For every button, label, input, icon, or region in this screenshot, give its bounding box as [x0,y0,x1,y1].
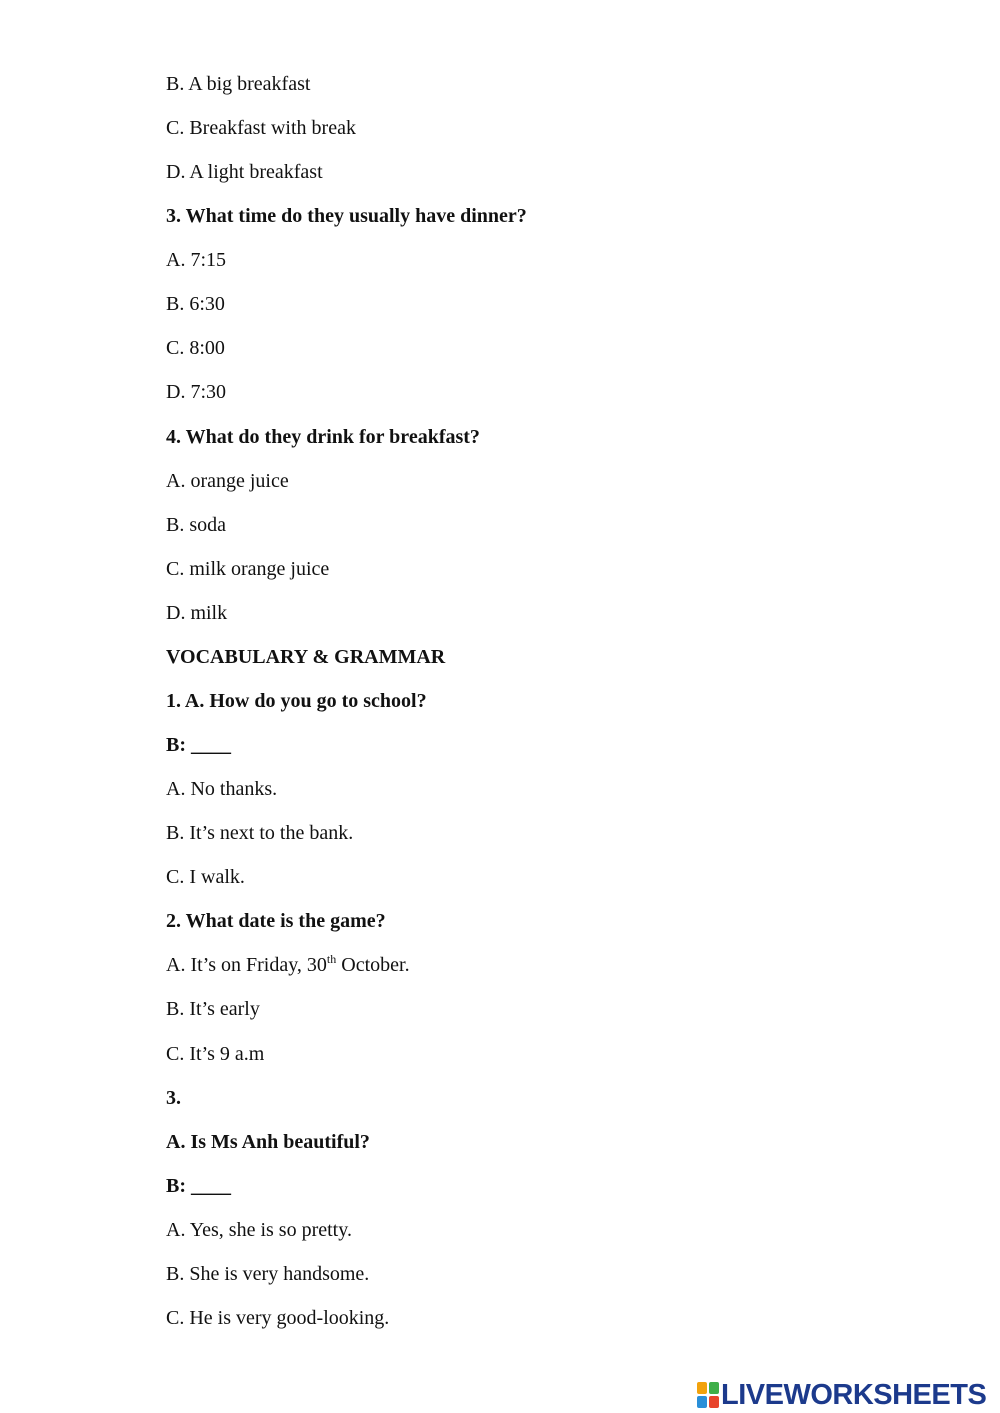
worksheet-line [166,733,231,757]
line-text: VOCABULARY & GRAMMAR [166,646,446,668]
worksheet-line [166,72,310,96]
line-text: A. Yes, she is so pretty. [166,1219,352,1241]
worksheet-line [166,557,329,581]
worksheet-line [166,1130,370,1154]
line-text: B: ____ [166,734,231,756]
worksheet-line [166,1306,389,1330]
worksheet-line [166,689,427,713]
line-text: C. Breakfast with break [166,117,356,139]
line-text: D. milk [166,602,228,624]
worksheet-line [166,1262,369,1286]
line-text: B. It’s early [166,998,260,1020]
line-text: 3. [166,1087,181,1109]
superscript: th [326,952,337,966]
line-text: 1. A. How do you go to school? [166,690,427,712]
line-text: 2. What date is the game? [166,910,386,932]
worksheet-line [166,1218,352,1242]
worksheet-line [166,865,245,889]
line-text-after: October. [336,954,410,976]
line-text: B. 6:30 [166,293,225,315]
line-text: C. He is very good-looking. [166,1307,390,1329]
line-text: A. Is Ms Anh beautiful? [166,1131,370,1153]
worksheet-line [166,909,386,933]
line-text: 4. What do they drink for breakfast? [166,426,480,448]
line-text: B. It’s next to the bank. [166,822,354,844]
worksheet-line [166,1086,181,1110]
logo-square-3 [697,1396,707,1408]
worksheet-line [166,380,226,404]
worksheet-line [166,248,226,272]
worksheet-line [166,821,353,845]
worksheet-line [166,204,527,228]
logo-square-4 [709,1396,719,1408]
line-text: A. orange juice [166,470,289,492]
line-text: C. milk orange juice [166,558,330,580]
line-text: A. It’s on Friday, 30 [166,954,327,976]
liveworksheets-logo [697,1378,986,1412]
line-text: B. A big breakfast [166,73,311,95]
worksheet-line [166,645,445,669]
worksheet-line [166,116,356,140]
worksheet-line [166,160,323,184]
line-text: A. 7:15 [166,249,226,271]
worksheet-line [166,336,225,360]
worksheet-line [166,953,410,977]
line-text: A. No thanks. [166,778,278,800]
line-text: B. She is very handsome. [166,1263,370,1285]
worksheet-line [166,513,226,537]
logo-text: LIVEWORKSHEETS [721,1378,987,1411]
worksheet-line [166,469,289,493]
line-text: C. It’s 9 a.m [166,1043,265,1065]
line-text: C. 8:00 [166,337,225,359]
worksheet-line [166,292,225,316]
worksheet-line [166,425,480,449]
line-text: B: ____ [166,1175,231,1197]
line-text: B. soda [166,514,226,536]
liveworksheets-logo-icon [697,1382,719,1408]
worksheet-line [166,1174,231,1198]
worksheet-line [166,997,260,1021]
line-text: D. 7:30 [166,381,226,403]
worksheet-line [166,777,277,801]
line-text: 3. What time do they usually have dinner? [166,205,527,227]
line-text: C. I walk. [166,866,245,888]
logo-square-1 [697,1382,707,1394]
worksheet-line [166,1042,264,1066]
logo-square-2 [709,1382,719,1394]
line-text: D. A light breakfast [166,161,323,183]
worksheet-line [166,601,227,625]
